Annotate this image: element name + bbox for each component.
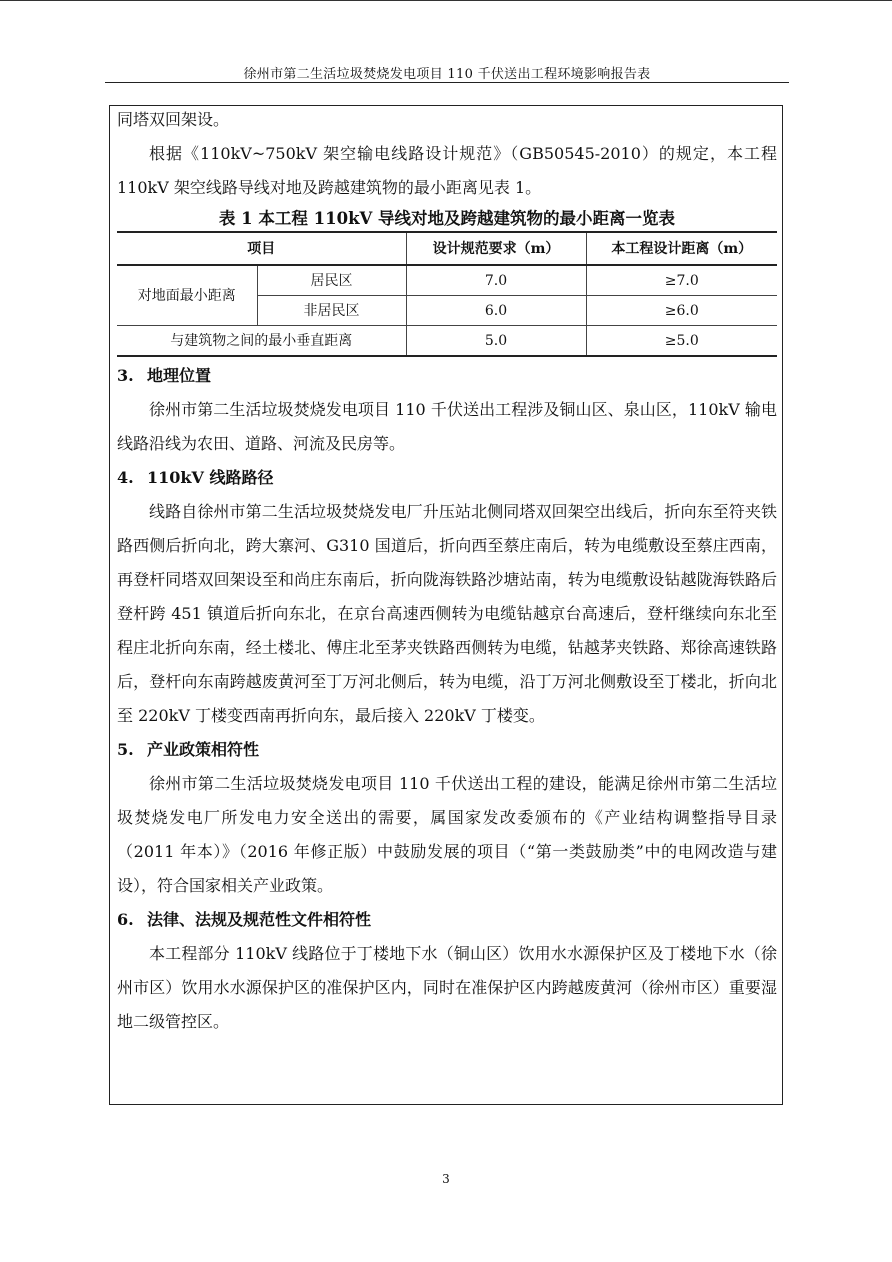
section-body-location: 徐州市第二生活垃圾焚烧发电项目 110 千伏送出工程涉及铜山区、泉山区，110kV 输电线路沿线为农田、道路、河流及民房等。 <box>117 400 777 453</box>
header-design: 本工程设计距离（m） <box>586 232 777 265</box>
section-heading-route <box>117 461 777 495</box>
section-heading-location <box>117 359 777 393</box>
design-cell: ≥6.0 <box>586 296 777 326</box>
section-number: 3. <box>117 366 134 385</box>
header-rule <box>105 82 789 83</box>
section-heading-compliance <box>117 903 777 937</box>
sub-item-cell: 居民区 <box>257 265 406 296</box>
table-caption: 表 1 本工程 110kV 导线对地及跨越建筑物的最小距离一览表 <box>218 209 676 228</box>
top-border-line <box>0 0 892 1</box>
section-title: 产业政策相符性 <box>147 740 260 759</box>
table-header-row <box>117 232 777 265</box>
page-body <box>117 103 777 1039</box>
running-header: 徐州市第二生活垃圾焚烧发电项目 110 千伏送出工程环境影响报告表 <box>243 67 651 82</box>
section-title: 地理位置 <box>147 366 212 385</box>
section-title: 法律、法规及规范性文件相符性 <box>147 910 372 929</box>
group-label-cell: 对地面最小距离 <box>117 265 257 326</box>
item-cell: 与建筑物之间的最小垂直距离 <box>117 326 406 357</box>
section-title: 110kV 线路路径 <box>147 468 274 487</box>
requirement-cell: 5.0 <box>406 326 586 357</box>
section-body-compliance: 本工程部分 110kV 线路位于丁楼地下水（铜山区）饮用水水源保护区及丁楼地下水（徐州市区）饮用水水源保护区的准保护区内，同时在准保护区内跨越废黄河（徐州市区）重要湿地二级管控区。 <box>117 944 777 1031</box>
page-number: 3 <box>442 1172 450 1186</box>
section-number: 4. <box>117 468 134 487</box>
section-number: 6. <box>117 910 134 929</box>
design-cell: ≥7.0 <box>586 265 777 296</box>
table-row <box>117 326 777 357</box>
table-row <box>117 265 777 296</box>
intro-paragraph: 根据《110kV~750kV 架空输电线路设计规范》（GB50545-2010）的规定，本工程 110kV 架空线路导线对地及跨越建筑物的最小距离见表 1。 <box>117 144 777 197</box>
design-cell: ≥5.0 <box>586 326 777 357</box>
requirement-cell: 7.0 <box>406 265 586 296</box>
sub-item-cell: 非居民区 <box>257 296 406 326</box>
header-item: 项目 <box>117 232 406 265</box>
distance-table <box>117 231 777 357</box>
continuation-line: 同塔双回架设。 <box>117 110 230 129</box>
section-heading-policy <box>117 733 777 767</box>
section-number: 5. <box>117 740 134 759</box>
header-requirement: 设计规范要求（m） <box>406 232 586 265</box>
section-body-route: 线路自徐州市第二生活垃圾焚烧发电厂升压站北侧同塔双回架空出线后，折向东至符夹铁路西侧后折向北，跨大寨河、G310 国道后，折向西至蔡庄南后，转为电缆敷设至蔡庄西南，再登杆同塔双回架设至和尚庄东南后，折向陇海铁路沙塘站南，转为电缆敷设钻越陇海铁路后登杆跨 451 镇道后折向东北，在京台高速西侧转为电缆钻越京台高速后，登杆继续向东北至程庄北折向东南，经土楼北、傅庄北至茅夹铁路西侧转为电缆，钻越茅夹铁路、郑徐高速铁路后，登杆向东南跨越废黄河至丁万河北侧后，转为电缆，沿丁万河北侧敷设至丁楼北，折向北至 220kV 丁楼变西南再折向东，最后接入 220kV 丁楼变。 <box>117 502 777 725</box>
requirement-cell: 6.0 <box>406 296 586 326</box>
section-body-policy: 徐州市第二生活垃圾焚烧发电项目 110 千伏送出工程的建设，能满足徐州市第二生活垃圾焚烧发电厂所发电力安全送出的需要，属国家发改委颁布的《产业结构调整指导目录（2011 年本）》（2016 年修正版）中鼓励发展的项目（“第一类鼓励类”中的电网改造与建设），符合国家相关产业政策。 <box>117 774 777 895</box>
